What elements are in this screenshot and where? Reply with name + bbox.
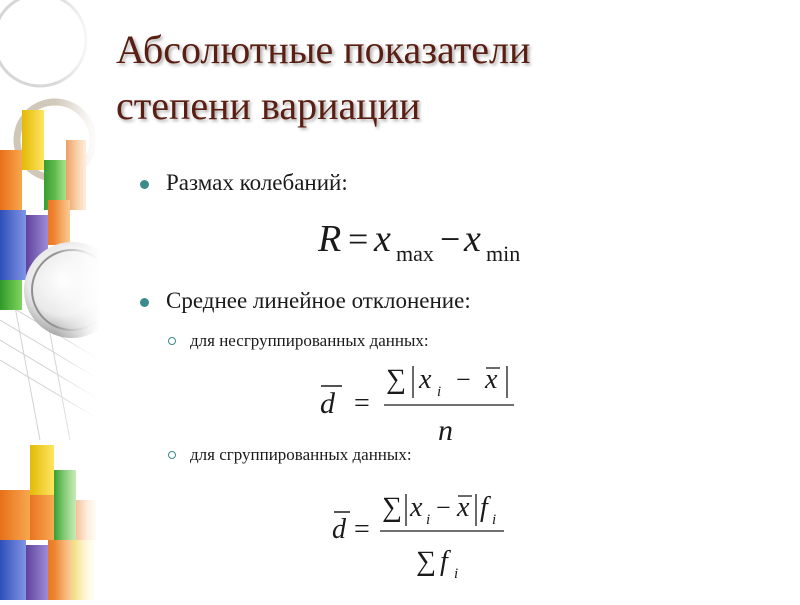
formula-ungrouped — [316, 358, 526, 453]
slide-title-line-2: степени вариации — [116, 83, 421, 128]
decorative-chart-strip — [0, 0, 100, 600]
formula-range — [316, 215, 546, 274]
formula-ungrouped-denominator: n — [438, 414, 453, 447]
bullet-dot-icon — [140, 180, 149, 189]
formula-grouped-f: f — [480, 492, 488, 523]
formula-range-lhs: R — [318, 218, 342, 260]
formula-ungrouped-lhs: d — [320, 387, 335, 420]
formula-grouped-sub-i: i — [426, 512, 431, 528]
formula-ungrouped-sub-i: i — [437, 384, 442, 400]
formula-range-equals: = — [348, 219, 369, 259]
formula-grouped-sum: ∑ — [382, 492, 402, 523]
formula-grouped-xbar: x — [457, 492, 470, 523]
subbullet-ring-icon — [168, 451, 176, 459]
formula-ungrouped-minus: − — [456, 365, 471, 394]
bullet-label: Размах колебаний: — [166, 170, 348, 195]
formula-range-minus: − — [440, 219, 461, 259]
bullet-dot-icon — [140, 298, 149, 307]
formula-range-sub-max: max — [396, 241, 434, 266]
formula-ungrouped-sum: ∑ — [386, 364, 406, 395]
formula-grouped-minus: − — [436, 493, 451, 522]
formula-grouped — [330, 484, 520, 589]
formula-grouped-den-sum: ∑ — [416, 546, 436, 577]
slide-title — [116, 22, 756, 134]
subbullet-label: для несгруппированных данных: — [190, 331, 429, 350]
formula-range-x2: x — [464, 218, 481, 260]
formula-grouped-den-sub: i — [454, 566, 459, 582]
formula-ungrouped-x: x — [419, 364, 432, 395]
formula-ungrouped-equals: = — [354, 388, 370, 419]
formula-grouped-den-f: f — [440, 546, 448, 577]
formula-grouped-lhs: d — [332, 514, 346, 545]
bullet-label: Среднее линейное отклонение: — [166, 288, 471, 313]
formula-grouped-sub-f: i — [492, 512, 497, 528]
slide-title-line-1: Абсолютные показатели — [116, 27, 531, 72]
subbullet-ring-icon — [168, 337, 176, 345]
formula-range-sub-min: min — [486, 241, 521, 266]
subbullet-label: для сгруппированных данных: — [190, 445, 412, 464]
formula-range-x1: x — [374, 218, 391, 260]
formula-grouped-x: x — [410, 492, 423, 523]
decorative-fade — [0, 0, 100, 600]
formula-ungrouped-xbar: x — [485, 364, 498, 395]
formula-grouped-equals: = — [354, 514, 370, 545]
